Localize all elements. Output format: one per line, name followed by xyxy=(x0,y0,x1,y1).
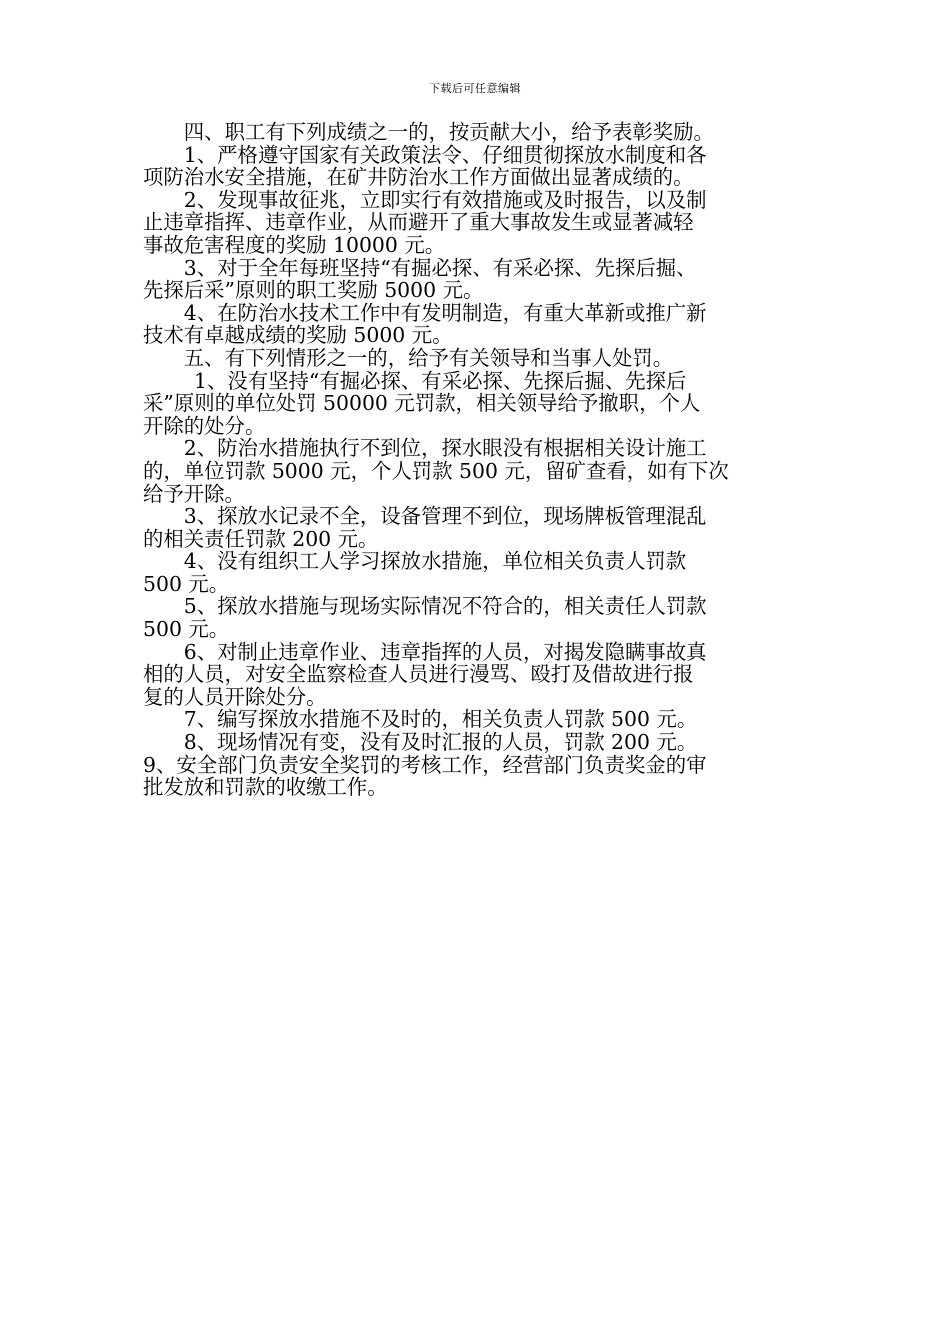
paragraph-penalty-7 xyxy=(143,708,813,731)
text-line: 四、职工有下列成绩之一的，按贡献大小，给予表彰奖励。 xyxy=(183,120,714,144)
paragraph-penalty-4 xyxy=(143,550,813,595)
paragraph-penalty-3 xyxy=(143,505,813,550)
paragraph-penalties-heading xyxy=(143,347,813,370)
text-line: 先探后采”原则的职工奖励 5000 元。 xyxy=(143,278,484,303)
text-line: 6、对制止违章作业、违章指挥的人员，对揭发隐瞒事故真 xyxy=(183,639,707,664)
paragraph-penalty-8 xyxy=(143,731,813,754)
paragraph-item-9 xyxy=(143,754,813,799)
paragraph-reward-3 xyxy=(143,257,813,302)
paragraph-reward-2 xyxy=(143,189,813,257)
text-line: 500 元。 xyxy=(143,571,230,596)
paragraph-reward-1 xyxy=(143,144,813,189)
text-line: 500 元。 xyxy=(143,617,230,642)
text-line: 1、没有坚持“有掘必探、有采必探、先探后掘、先探后 xyxy=(194,368,687,393)
text-line: 五、有下列情形之一的，给予有关领导和当事人处罚。 xyxy=(183,345,674,370)
paragraph-penalty-2 xyxy=(143,437,813,505)
paragraph-rewards-heading xyxy=(143,121,813,144)
text-line: 复的人员开除处分。 xyxy=(143,684,327,709)
text-line: 事故危害程度的奖励 10000 元。 xyxy=(143,232,446,257)
text-line: 4、在防治水技术工作中有发明制造，有重大革新或推广新 xyxy=(183,300,707,325)
page-header: 下载后可任意编辑 xyxy=(429,82,521,95)
paragraph-reward-4 xyxy=(143,302,813,347)
text-line: 3、对于全年每班坚持“有掘必探、有采必探、先探后掘、 xyxy=(183,255,697,280)
text-line: 相的人员，对安全监察检查人员进行漫骂、殴打及借故进行报 xyxy=(143,662,694,687)
text-line: 2、防治水措施执行不到位，探水眼没有根据相关设计施工 xyxy=(183,436,707,461)
text-line: 2、发现事故征兆，立即实行有效措施或及时报告，以及制 xyxy=(183,187,707,212)
text-line: 的相关责任罚款 200 元。 xyxy=(143,526,379,551)
text-line: 7、编写探放水措施不及时的，相关负责人罚款 500 元。 xyxy=(183,707,698,732)
paragraph-penalty-1 xyxy=(143,370,813,438)
paragraph-penalty-6 xyxy=(143,641,813,709)
text-line: 3、探放水记录不全，设备管理不到位，现场牌板管理混乱 xyxy=(183,504,707,529)
text-line: 给予开除。 xyxy=(143,481,245,506)
text-line: 的，单位罚款 5000 元，个人罚款 500 元，留矿查看，如有下次 xyxy=(143,458,729,483)
text-line: 止违章指挥、违章作业，从而避开了重大事故发生或显著减轻 xyxy=(143,210,694,235)
paragraph-penalty-5 xyxy=(143,595,813,640)
text-line: 开除的处分。 xyxy=(143,413,266,438)
text-line: 技术有卓越成绩的奖励 5000 元。 xyxy=(143,323,453,348)
text-line: 采”原则的单位处罚 50000 元罚款，相关领导给予撤职，个人 xyxy=(143,391,701,416)
text-line: 4、没有组织工人学习探放水措施，单位相关负责人罚款 xyxy=(183,549,687,574)
text-line: 5、探放水措施与现场实际情况不符合的，相关责任人罚款 xyxy=(183,594,707,619)
text-line: 8、现场情况有变，没有及时汇报的人员，罚款 200 元。 xyxy=(183,730,698,755)
text-line: 项防治水安全措施，在矿井防治水工作方面做出显著成绩的。 xyxy=(143,165,694,190)
text-line: 批发放和罚款的收缴工作。 xyxy=(143,775,388,800)
text-line: 1、严格遵守国家有关政策法令、仔细贯彻探放水制度和各 xyxy=(183,142,707,167)
text-line: 9、安全部门负责安全奖罚的考核工作，经营部门负责奖金的审 xyxy=(143,752,707,777)
document-body xyxy=(143,121,813,799)
